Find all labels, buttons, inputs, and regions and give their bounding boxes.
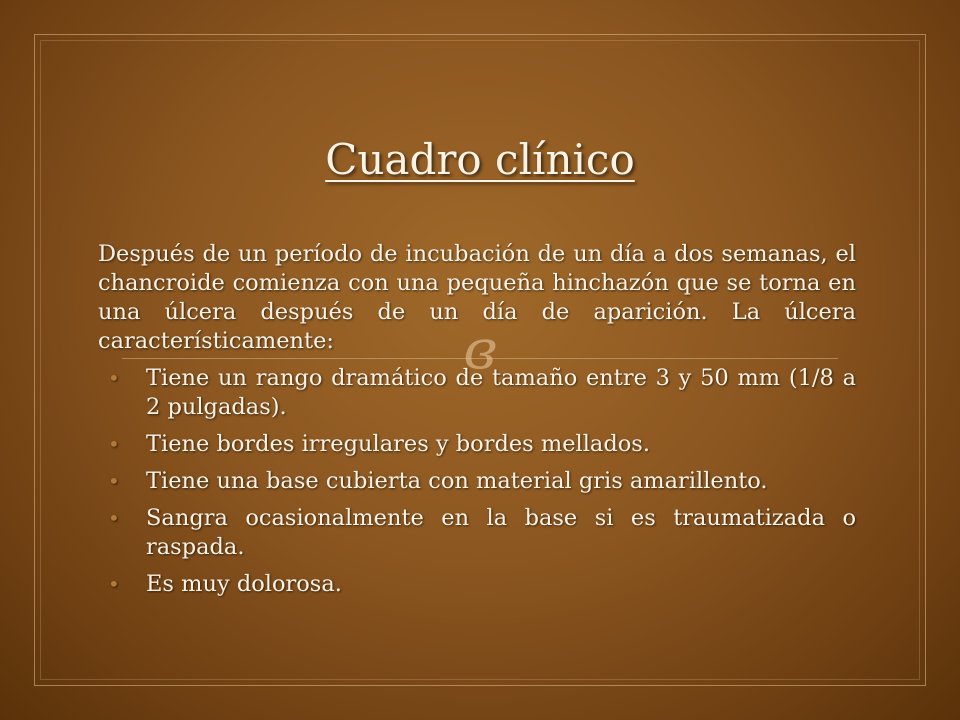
- slide-title: Cuadro clínico: [325, 135, 635, 184]
- list-item-text: Tiene una base cubierta con material gris amarillento.: [146, 468, 768, 494]
- list-item: [98, 570, 856, 599]
- bullet-icon: •: [108, 506, 120, 530]
- list-item-text: Es muy dolorosa.: [146, 571, 342, 597]
- list-item: [98, 364, 856, 422]
- bullet-icon: •: [108, 469, 120, 493]
- intro-paragraph: Después de un período de incubación de un día a dos semanas, el chancroide comienza con una pequeña hinchazón que se torna en una úlcera después de un día de aparición. La úlcera característicamente:: [98, 241, 856, 354]
- ornament-icon: ɞ: [463, 318, 497, 381]
- list-item-text: Tiene bordes irregulares y bordes mellados.: [146, 431, 650, 457]
- slide-body: [98, 240, 856, 607]
- list-item: [98, 504, 856, 562]
- list-item: [98, 430, 856, 459]
- bullet-list: [98, 364, 856, 599]
- bullet-icon: •: [108, 366, 120, 390]
- list-item: [98, 467, 856, 496]
- bullet-icon: •: [108, 572, 120, 596]
- list-item-text: Tiene un rango dramático de tamaño entre 3 y 50 mm (1/8 a 2 pulgadas).: [146, 365, 856, 420]
- list-item-text: Sangra ocasionalmente en la base si es traumatizada o raspada.: [146, 505, 856, 560]
- bullet-icon: •: [108, 432, 120, 456]
